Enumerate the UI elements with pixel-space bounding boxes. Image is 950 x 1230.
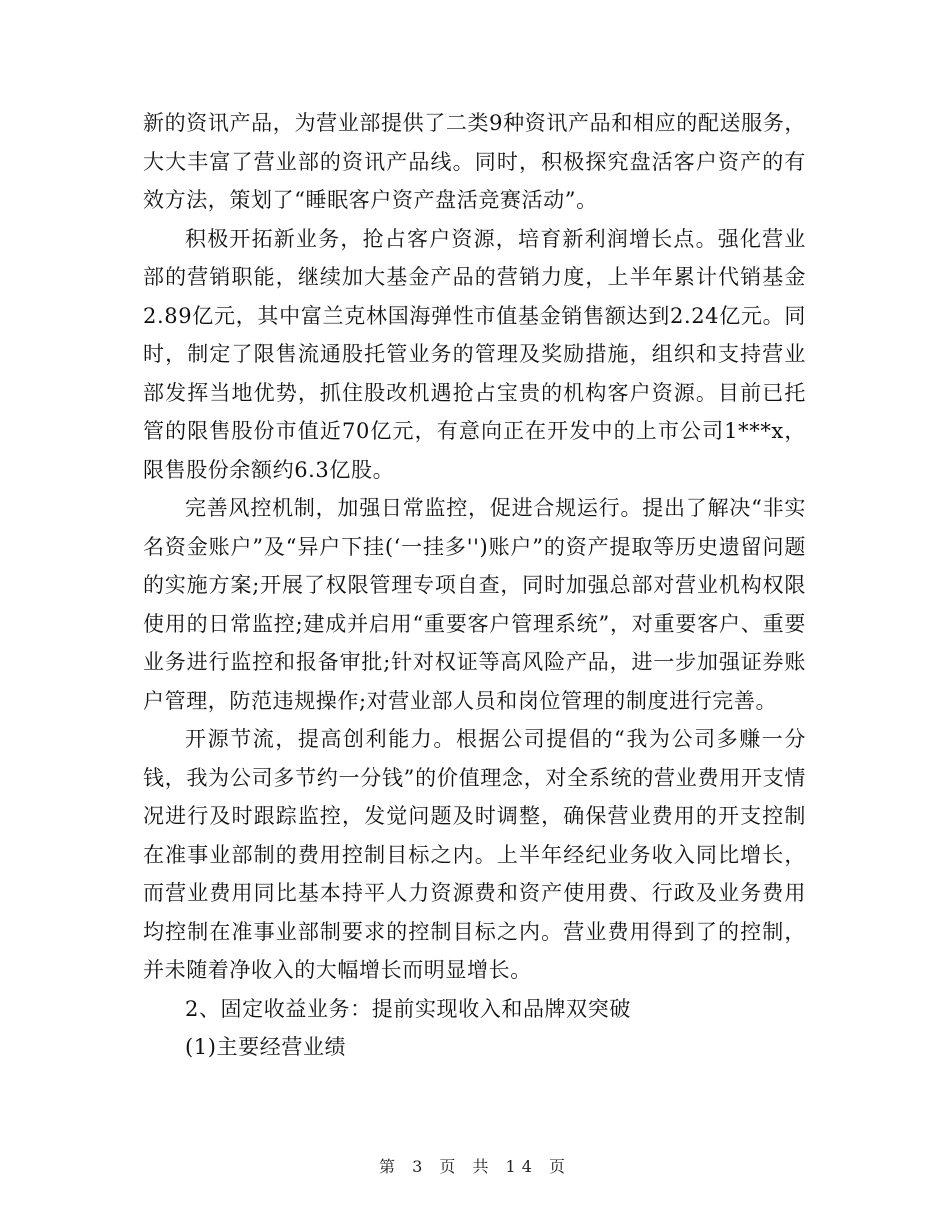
page-number-footer: 第 3 页 共 14 页	[379, 1157, 571, 1176]
paragraph-new-business: 积极开拓新业务，抢占客户资源，培育新利润增长点。强化营业部的营销职能，继续加大基金产品的营销力度，上半年累计代销基金2.89亿元，其中富兰克林国海弹性市值基金销售额达到2.24亿元。同时，制定了限售流通股托管业务的管理及奖励措施，组织和支持营业部发挥当地优势，抓住股改机遇抢占宝贵的机构客户资源。目前已托管的限售股份市值近70亿元，有意向正在开发中的上市公司1***x，限售股份余额约6.3亿股。	[143, 226, 806, 482]
paragraph-continuation: 新的资讯产品，为营业部提供了二类9种资讯产品和相应的配送服务，大大丰富了营业部的资讯产品线。同时，积极探究盘活客户资产的有效方法，策划了“睡眠客户资产盘活竞赛活动”。	[143, 111, 806, 212]
section-heading-fixed-income: 2、固定收益业务：提前实现收入和品牌双突破	[185, 996, 631, 1021]
paragraph-cost-control: 开源节流，提高创利能力。根据公司提倡的“我为公司多赚一分钱，我为公司多节约一分钱”的价值理念，对全系统的营业费用开支情况进行及时跟踪监控，发觉问题及时调整，确保营业费用的开支控制在准事业部制的费用控制目标之内。上半年经纪业务收入同比增长，而营业费用同比基本持平人力资源费和资产使用费、行政及业务费用均控制在准事业部制要求的控制目标之内。营业费用得到了的控制，并未随着净收入的大幅增长而明显增长。	[143, 727, 806, 982]
subsection-heading-performance: (1)主要经营业绩	[185, 1035, 347, 1059]
paragraph-risk-control: 完善风控机制，加强日常监控，促进合规运行。提出了解决“非实名资金账户”及“异户下挂(‘一挂多'')账户”的资产提取等历史遗留问题的实施方案;开展了权限管理专项自查，同时加强总部对营业机构权限使用的日常监控;建成并启用“重要客户管理系统”，对重要客户、重要业务进行监控和报备审批;针对权证等高风险产品，进一步加强证券账户管理，防范违规操作;对营业部人员和岗位管理的制度进行完善。	[143, 496, 806, 713]
body-text	[143, 104, 806, 1067]
